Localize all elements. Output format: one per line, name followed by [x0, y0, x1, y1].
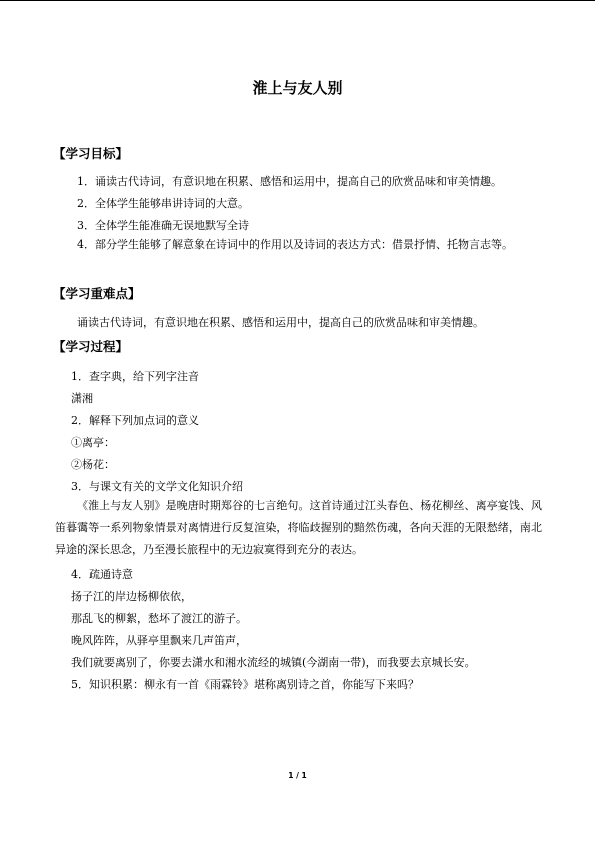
poem-translation-line-4: 我们就要离别了，你要去潇水和湘水流经的城镇(今湖南一带)，而我要去京城长安。	[71, 656, 476, 669]
process-step-1-word: 潇湘	[71, 392, 93, 405]
document-title: 淮上与友人别	[252, 79, 343, 97]
objective-item-1: 1．诵读古代诗词，有意识地在积累、感悟和运用中，提高自己的欣赏品味和审美情趣。	[77, 175, 502, 188]
process-step-3-paragraph: 《淮上与友人别》是晚唐时期郑谷的七言绝句。这首诗通过江头春色、杨花柳丝、离亭宴饯、风笛暮霭等一系列物象情景对离情进行反复渲染，将临歧握别的黯然伤魂，各向天涯的无限愁绪，南北异途的深长思念，乃至漫长旅程中的无边寂寞得到充分的表达。	[55, 499, 542, 556]
section-heading-objectives: 【学习目标】	[53, 146, 129, 161]
objective-item-2: 2．全体学生能够串讲诗词的大意。	[77, 197, 249, 210]
process-step-1: 1．查字典，给下列字注音	[71, 370, 199, 383]
section-heading-process: 【学习过程】	[53, 339, 129, 354]
objective-item-4: 4．部分学生能够了解意象在诗词中的作用以及诗词的表达方式：借景抒情、托物言志等。	[77, 238, 513, 251]
poem-translation-line-3: 晚风阵阵，从驿亭里飘来几声笛声，	[71, 634, 247, 647]
objective-item-3: 3．全体学生能准确无误地默写全诗	[77, 219, 249, 232]
process-step-2-item-2: ②杨花：	[71, 458, 115, 471]
page-number: 1 / 1	[288, 771, 307, 780]
process-step-2-item-1: ①离亭：	[71, 436, 115, 449]
process-step-2: 2．解释下列加点词的意义	[71, 414, 199, 427]
poem-translation-line-1: 扬子江的岸边杨柳依依，	[71, 590, 192, 603]
process-step-3: 3．与课文有关的文学文化知识介绍	[71, 480, 243, 493]
process-step-5: 5．知识积累：柳永有一首《雨霖铃》堪称离别诗之首，你能写下来吗？	[71, 678, 419, 691]
section-heading-key-points: 【学习重难点】	[53, 286, 141, 301]
poem-translation-line-2: 那乱飞的柳絮，愁坏了渡江的游子。	[71, 612, 247, 625]
process-step-4: 4．疏通诗意	[71, 568, 133, 581]
key-points-text: 诵读古代诗词，有意识地在积累、感悟和运用中，提高自己的欣赏品味和审美情趣。	[77, 316, 484, 329]
top-border-rule	[0, 0, 595, 1]
